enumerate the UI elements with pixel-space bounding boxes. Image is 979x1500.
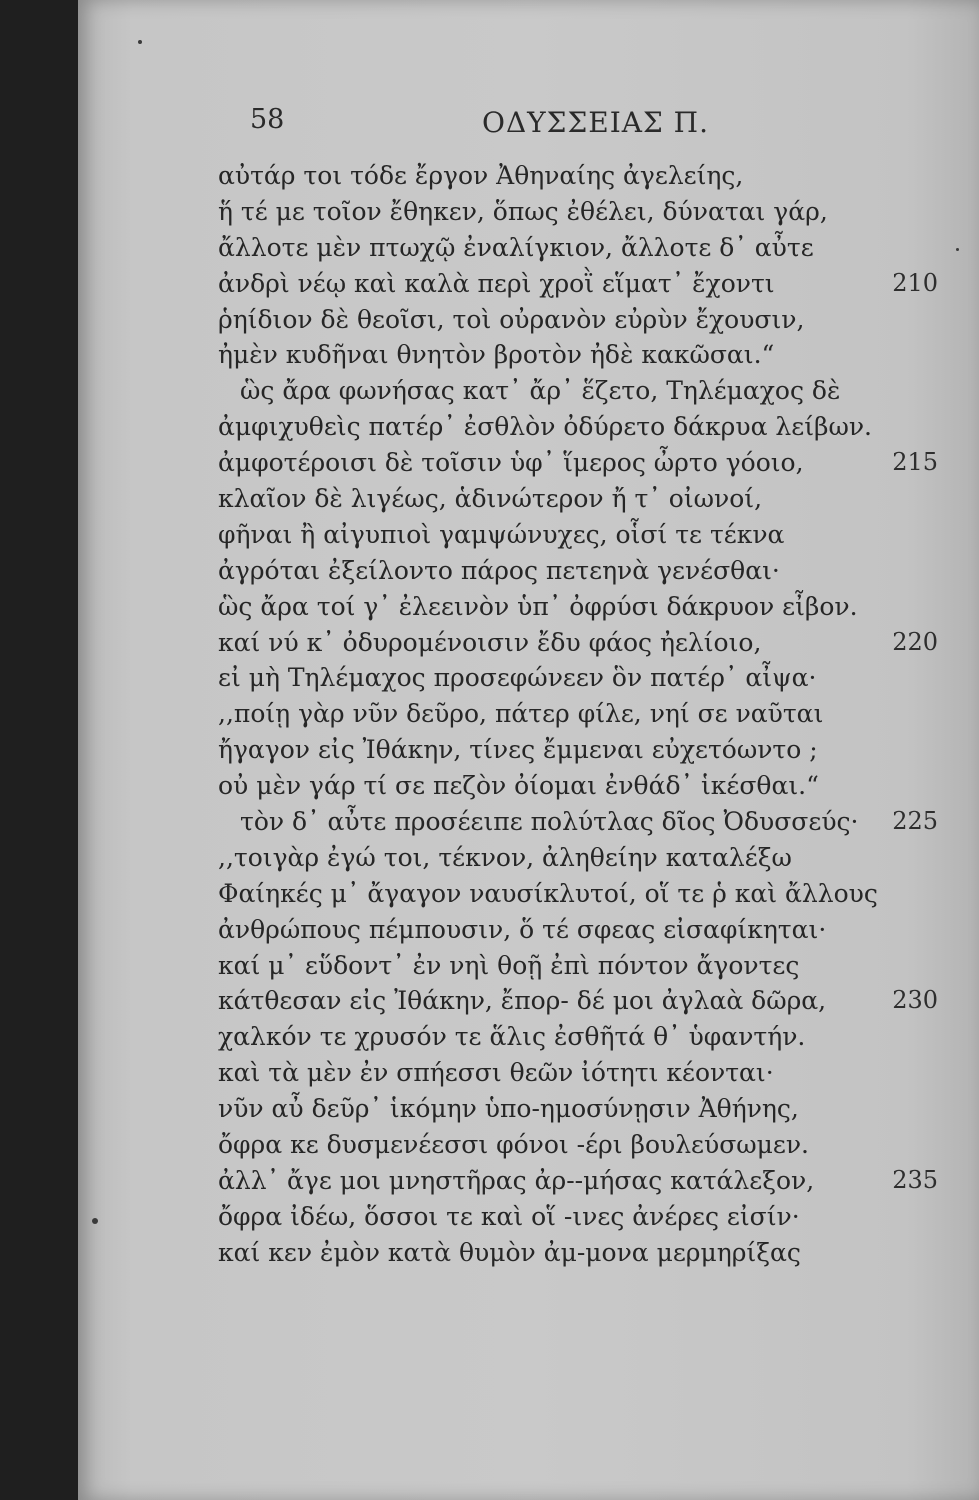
verse-line-text: νῦν αὖ δεῦρ᾽ ἱκόμην ὑπο‐ημοσύνῃσιν Ἀθήνης,: [218, 1094, 799, 1124]
verse-line-text: καὶ τὰ μὲν ἐν σπήεσσι θεῶν ἰότητι κέονται·: [218, 1058, 774, 1088]
verse-line: [218, 1199, 938, 1235]
verse-line-text: κλαῖον δὲ λιγέως, ἁδινώτερον ἤ τ᾽ οἰωνοί,: [218, 484, 763, 514]
verse-line: [218, 158, 938, 194]
verse-line: [218, 589, 938, 625]
verse-line: [218, 876, 938, 912]
verse-line-text: φῆναι ἢ αἰγυπιοὶ γαμψώνυχες, οἷσί τε τέκνα: [218, 519, 785, 549]
verse-line: [218, 1127, 938, 1163]
verse-line-text: ῥηίδιον δὲ θεοῖσι, τοὶ οὐρανὸν εὐρὺν ἔχουσιν,: [218, 304, 805, 334]
verse-line-text: εἰ μὴ Τηλέμαχος προσεφώνεεν ὃν πατέρ᾽ αἶψα·: [218, 663, 817, 693]
verse-line: [218, 660, 938, 696]
page-header: [250, 100, 900, 150]
verse-line-text: ὄφρα ἰδέω, ὅσσοι τε καὶ οἵ ‐ινες ἀνέρες εἰσίν·: [218, 1201, 800, 1231]
verse-line-text: χαλκόν τε χρυσόν τε ἅλις ἐσθῆτά θ᾽ ὑφαντήν.: [218, 1022, 806, 1052]
verse-line: [218, 768, 938, 804]
verse-line-text: ὄφρα κε δυσμενέεσσι φόνοι ‐έρι βουλεύσωμεν.: [218, 1130, 809, 1160]
verse-line-text: καί μ᾽ εὕδοντ᾽ ἐν νηὶ θοῇ ἐπὶ πόντον ἄγοντες: [218, 950, 800, 980]
verse-line-text: ἀνδρὶ νέῳ καὶ καλὰ περὶ χροῒ εἵματ᾽ ἔχοντι: [218, 268, 775, 298]
verse-line: [218, 230, 938, 266]
verse-line: [218, 1019, 938, 1055]
verse-line-text: ἄλλοτε μὲν πτωχῷ ἐναλίγκιον, ἄλλοτε δ᾽ αὖτε: [218, 232, 814, 262]
ink-speck: [956, 248, 959, 251]
line-number: 215: [892, 448, 938, 477]
verse-line-text: ἀμφοτέροισι δὲ τοῖσιν ὑφ᾽ ἵμερος ὦρτο γόοιο,: [218, 448, 804, 478]
verse-line-text: κάτθεσαν εἰς Ἰθάκην, ἔπορ‐ δέ μοι ἀγλαὰ δῶρα,: [218, 986, 827, 1016]
verse-line: [218, 1235, 938, 1271]
verse-line: [218, 517, 938, 553]
verse-line-text: Φαίηκές μ᾽ ἄγαγον ναυσίκλυτοί, οἵ τε ῥ καὶ ἄλλους: [218, 878, 878, 908]
line-number: 230: [892, 986, 938, 1015]
verse-text-block: [218, 158, 938, 1271]
page-number: 58: [250, 104, 285, 135]
verse-line: [218, 912, 938, 948]
verse-line: [218, 194, 938, 230]
verse-line-text: ἀλλ᾽ ἄγε μοι μνηστῆρας ἀρ‐‐μήσας κατάλεξον,: [218, 1165, 815, 1195]
ink-speck: [92, 1218, 98, 1224]
verse-line-text: καί κεν ἐμὸν κατὰ θυμὸν ἀμ‐μονα μερμηρίξας: [218, 1237, 801, 1267]
verse-line-text: καί νύ κ᾽ ὀδυρομένοισιν ἔδυ φάος ἠελίοιο,: [218, 627, 762, 657]
line-number: 235: [892, 1165, 938, 1194]
verse-line-text: ὣς ἄρα φωνήσας κατ᾽ ἄρ᾽ ἕζετο, Τηλέμαχος δὲ: [240, 376, 841, 406]
verse-line: [218, 840, 938, 876]
running-title: ΟΔΥΣΣΕΙΑΣ Π.: [482, 106, 709, 139]
verse-line: [218, 302, 938, 338]
verse-line: [218, 1091, 938, 1127]
verse-line-text: ἥ τέ με τοῖον ἔθηκεν, ὅπως ἐθέλει, δύναται γάρ,: [218, 196, 828, 226]
verse-line: [218, 1055, 938, 1091]
verse-line-text: ἀγρόται ἐξείλοντο πάρος πετεηνὰ γενέσθαι·: [218, 555, 780, 585]
line-number: 220: [892, 627, 938, 656]
verse-line-text: ἤγαγον εἰς Ἰθάκην, τίνες ἔμμεναι εὐχετόωντο ;: [218, 735, 818, 765]
verse-line-text: ἀνθρώπους πέμπουσιν, ὅ τέ σφεας εἰσαφίκηται·: [218, 914, 827, 944]
verse-line-text: τὸν δ᾽ αὖτε προσέειπε πολύτλας δῖος Ὀδυσσεύς·: [240, 807, 859, 837]
verse-line-text: αὐτάρ τοι τόδε ἔργον Ἀθηναίης ἀγελείης,: [218, 161, 744, 190]
verse-line: [218, 804, 938, 840]
verse-line-text: ,,ποίῃ γὰρ νῦν δεῦρο, πάτερ φίλε, νηί σε ναῦται: [218, 699, 824, 729]
line-number: 225: [892, 807, 938, 836]
verse-line: [218, 337, 938, 373]
verse-line-text: ἀμφιχυθεὶς πατέρ᾽ ἐσθλὸν ὀδύρετο δάκρυα λείβων.: [218, 412, 872, 442]
verse-line: [218, 1163, 938, 1199]
verse-line: [218, 409, 938, 445]
verse-line: [218, 625, 938, 661]
verse-line: [218, 732, 938, 768]
verse-line: [218, 948, 938, 984]
verse-line: [218, 373, 938, 409]
verse-line-text: ,,τοιγὰρ ἐγώ τοι, τέκνον, ἀληθείην καταλέξω: [218, 842, 792, 872]
verse-line: [218, 481, 938, 517]
verse-line: [218, 553, 938, 589]
verse-line: [218, 983, 938, 1019]
verse-line: [218, 696, 938, 732]
verse-line: [218, 266, 938, 302]
verse-line-text: ἠμὲν κυδῆναι θνητὸν βροτὸν ἠδὲ κακῶσαι.“: [218, 340, 775, 370]
ink-speck: [138, 40, 142, 44]
verse-line-text: ὣς ἄρα τοί γ᾽ ἐλεεινὸν ὑπ᾽ ὀφρύσι δάκρυον εἶβον.: [218, 591, 858, 621]
verse-line: [218, 445, 938, 481]
verse-line-text: οὐ μὲν γάρ τί σε πεζὸν ὀίομαι ἐνθάδ᾽ ἱκέσθαι.“: [218, 771, 819, 801]
line-number: 210: [892, 268, 938, 297]
